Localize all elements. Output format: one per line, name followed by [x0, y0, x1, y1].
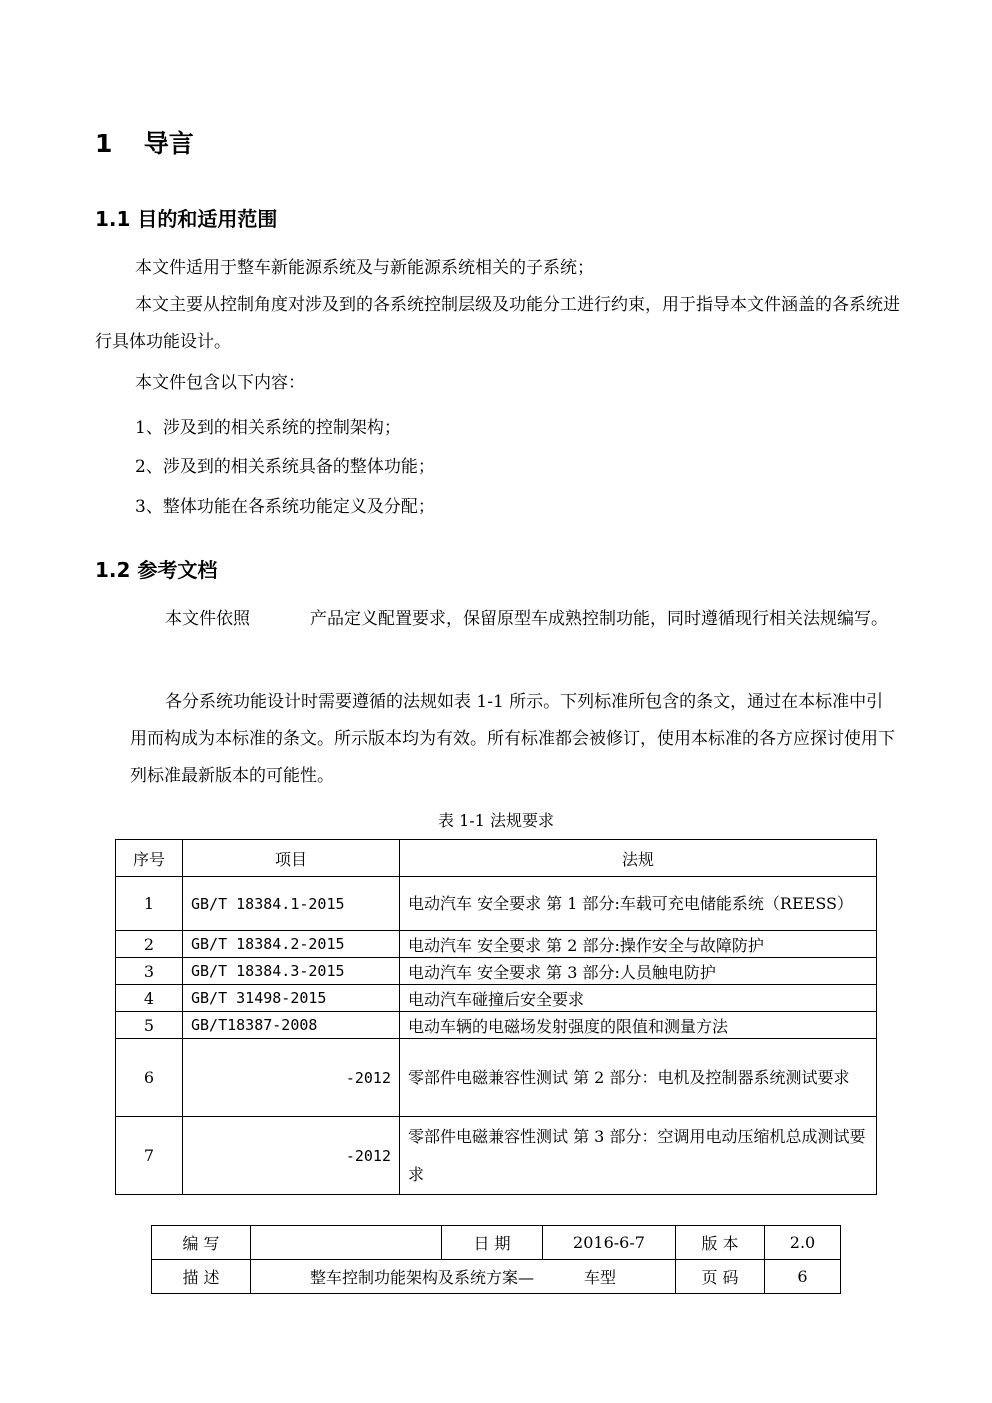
table-row — [116, 1039, 877, 1117]
row-item: -2012 — [183, 1117, 400, 1195]
row-item: GB/T 31498-2015 — [183, 985, 400, 1012]
row-regulation: 零部件电磁兼容性测试 第 3 部分：空调用电动压缩机总成测试要求 — [400, 1117, 877, 1195]
header-regulation: 法规 — [400, 840, 877, 877]
header-item: 项目 — [183, 840, 400, 877]
footer-version: 2.0 — [765, 1226, 841, 1260]
row-item: GB/T 18384.3-2015 — [183, 958, 400, 985]
paragraph-regulations: 各分系统功能设计时需要遵循的法规如表 1-1 所示。下列标准所包含的条文，通过在本标准中引用而构成为本标准的条文。所示版本均为有效。所有标准都会被修订，使用本标准的各方应探讨使用下列标准最新版本的可能性。 — [130, 692, 895, 786]
footer-label-author: 编 写 — [152, 1226, 251, 1260]
row-no: 5 — [116, 1012, 183, 1039]
section-heading-1-2: 1.2 参考文档 — [95, 558, 218, 582]
row-item: GB/T18387-2008 — [183, 1012, 400, 1039]
row-regulation: 电动汽车 安全要求 第 3 部分:人员触电防护 — [400, 958, 877, 985]
footer-label-page: 页 码 — [676, 1260, 765, 1294]
table-header-row — [116, 840, 877, 877]
row-regulation: 电动汽车 安全要求 第 1 部分:车载可充电储能系统（REESS） — [400, 877, 877, 931]
paragraph-scope: 本文件适用于整车新能源系统及与新能源系统相关的子系统； — [135, 258, 594, 278]
row-regulation: 电动汽车 安全要求 第 2 部分:操作安全与故障防护 — [400, 931, 877, 958]
row-regulation: 零部件电磁兼容性测试 第 2 部分：电机及控制器系统测试要求 — [400, 1039, 877, 1117]
table-row — [116, 1117, 877, 1195]
table-row — [116, 985, 877, 1012]
header-no: 序号 — [116, 840, 183, 877]
table-row — [116, 958, 877, 985]
footer-label-date: 日 期 — [442, 1226, 543, 1260]
footer-date: 2016-6-7 — [543, 1226, 676, 1260]
section-heading-1-1: 1.1 目的和适用范围 — [95, 207, 278, 231]
basis-text-end: 产品定义配置要求，保留原型车成熟控制功能，同时遵循现行相关法规编写。 — [310, 609, 888, 629]
table-row — [116, 1012, 877, 1039]
paragraph-contents-intro: 本文件包含以下内容： — [135, 373, 305, 393]
footer-row-1 — [152, 1226, 841, 1260]
list-item-3: 3、整体功能在各系统功能定义及分配； — [135, 497, 435, 517]
paragraph-purpose: 本文主要从控制角度对涉及到的各系统控制层级及功能分工进行约束，用于指导本文件涵盖的各系统进行具体功能设计。 — [95, 295, 900, 352]
row-no: 7 — [116, 1117, 183, 1195]
footer-description-model: 车型 — [584, 1268, 617, 1287]
chapter-number: 1 — [95, 129, 113, 158]
row-no: 2 — [116, 931, 183, 958]
row-no: 6 — [116, 1039, 183, 1117]
row-regulation: 电动汽车碰撞后安全要求 — [400, 985, 877, 1012]
footer-row-2 — [152, 1260, 841, 1294]
list-item-2: 2、涉及到的相关系统具备的整体功能； — [135, 457, 435, 477]
chapter-heading — [95, 124, 194, 160]
footer-description — [251, 1260, 676, 1294]
row-no: 4 — [116, 985, 183, 1012]
table-row — [116, 931, 877, 958]
chapter-title: 导言 — [143, 129, 194, 158]
row-item: GB/T 18384.2-2015 — [183, 931, 400, 958]
list-item-1: 1、涉及到的相关系统的控制架构； — [135, 418, 401, 438]
row-regulation: 电动车辆的电磁场发射强度的限值和测量方法 — [400, 1012, 877, 1039]
footer-page-number: 6 — [765, 1260, 841, 1294]
row-item: GB/T 18384.1-2015 — [183, 877, 400, 931]
footer-description-main: 整车控制功能架构及系统方案— — [309, 1268, 534, 1287]
table-caption: 表 1-1 法规要求 — [438, 811, 554, 830]
regulation-table — [115, 839, 877, 1195]
footer-label-version: 版 本 — [676, 1226, 765, 1260]
row-no: 3 — [116, 958, 183, 985]
document-footer — [151, 1225, 841, 1294]
paragraph-basis — [130, 601, 900, 638]
footer-author — [251, 1226, 442, 1260]
basis-text-start: 本文件依照 — [165, 609, 250, 629]
table-row — [116, 877, 877, 931]
footer-label-description: 描 述 — [152, 1260, 251, 1294]
row-item: -2012 — [183, 1039, 400, 1117]
row-no: 1 — [116, 877, 183, 931]
